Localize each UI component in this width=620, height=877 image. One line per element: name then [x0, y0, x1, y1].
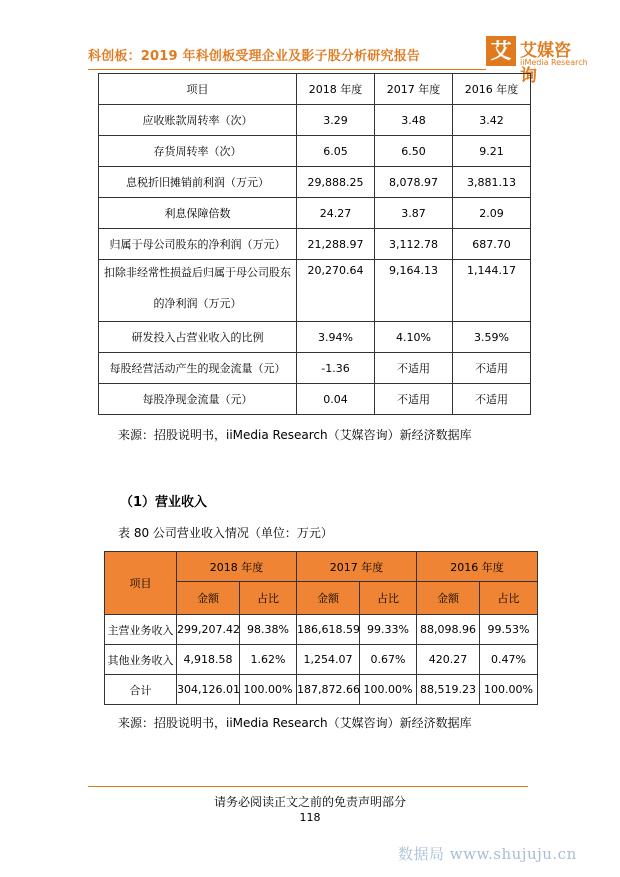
iimedia-logo: [486, 36, 588, 86]
subheader-cell: 占比: [360, 582, 417, 615]
table-cell: 100.00%: [360, 675, 417, 705]
subheader-cell: 金额: [177, 582, 240, 615]
table1-source-note: 来源：招股说明书，iiMedia Research（艾媒咨询）新经济数据库: [118, 428, 472, 442]
table-cell: 100.00%: [480, 675, 538, 705]
table-row: [99, 105, 531, 136]
table-cell: 3.87: [375, 198, 453, 229]
row-label: 每股净现金流量（元）: [99, 384, 297, 415]
table-cell: 不适用: [375, 384, 453, 415]
table-cell: 4,918.58: [177, 645, 240, 675]
table-cell: 1,144.17: [453, 260, 531, 322]
table-row: [99, 384, 531, 415]
header-cell: 项目: [99, 74, 297, 105]
table-cell: 0.47%: [480, 645, 538, 675]
logo-mark: 艾: [486, 36, 516, 66]
table-row: [105, 615, 538, 645]
table-row: [99, 136, 531, 167]
table-cell: 6.50: [375, 136, 453, 167]
table-header-row: [99, 74, 531, 105]
table-cell: 9,164.13: [375, 260, 453, 322]
header-divider: [88, 69, 486, 70]
year-header: 2016 年度: [417, 552, 538, 582]
table-cell: 3.29: [297, 105, 375, 136]
table-row: [105, 675, 538, 705]
row-label: 主营业务收入: [105, 615, 177, 645]
section-heading: （1）营业收入: [120, 495, 208, 510]
footer-divider: [88, 786, 528, 787]
table-cell: 2.09: [453, 198, 531, 229]
table-cell: 不适用: [453, 353, 531, 384]
table-cell: 3.42: [453, 105, 531, 136]
row-label: 归属于母公司股东的净利润（万元）: [99, 229, 297, 260]
row-label: 其他业务收入: [105, 645, 177, 675]
table-cell: 0.67%: [360, 645, 417, 675]
table-cell: 99.33%: [360, 615, 417, 645]
header-cell: 2017 年度: [375, 74, 453, 105]
row-label: 每股经营活动产生的现金流量（元）: [99, 353, 297, 384]
financial-indicators-table: [98, 73, 531, 415]
row-label: 存货周转率（次）: [99, 136, 297, 167]
table-cell: 1,254.07: [297, 645, 360, 675]
disclaimer-note: 请务必阅读正文之前的免责声明部分: [213, 795, 406, 809]
table-cell: 24.27: [297, 198, 375, 229]
table-cell: -1.36: [297, 353, 375, 384]
row-label: 应收账款周转率（次）: [99, 105, 297, 136]
table-cell: 100.00%: [240, 675, 297, 705]
report-title: 科创板：2019 年科创板受理企业及影子股分析研究报告: [88, 49, 421, 64]
row-label: 息税折旧摊销前利润（万元）: [99, 167, 297, 198]
table2-source-note: 来源：招股说明书，iiMedia Research（艾媒咨询）新经济数据库: [118, 716, 472, 730]
table-cell: 20,270.64: [297, 260, 375, 322]
table-cell: 29,888.25: [297, 167, 375, 198]
logo-name-cn: 艾媒咨询: [520, 41, 571, 86]
table-row: [105, 645, 538, 675]
subheader-cell: 金额: [417, 582, 480, 615]
table-cell: 4.10%: [375, 322, 453, 353]
table-cell: 6.05: [297, 136, 375, 167]
table-cell: 9.21: [453, 136, 531, 167]
table-cell: 98.38%: [240, 615, 297, 645]
table-row: [99, 353, 531, 384]
subheader-cell: 占比: [240, 582, 297, 615]
year-header: 2018 年度: [177, 552, 297, 582]
page-number: 118: [299, 811, 321, 824]
table-cell: 不适用: [453, 384, 531, 415]
table-row: [99, 167, 531, 198]
revenue-table: [104, 551, 538, 705]
table-cell: 687.70: [453, 229, 531, 260]
table-row: [99, 260, 531, 322]
row-label-line: 的净利润（万元）: [153, 297, 242, 310]
row-label: 合计: [105, 675, 177, 705]
table-cell: 1.62%: [240, 645, 297, 675]
table-cell: 3.48: [375, 105, 453, 136]
site-watermark: 数据局 www.shujuju.cn: [398, 845, 577, 863]
table-cell: 299,207.42: [177, 615, 240, 645]
year-header: 2017 年度: [297, 552, 417, 582]
row-label: 利息保障倍数: [99, 198, 297, 229]
table-cell: 186,618.59: [297, 615, 360, 645]
table-row: [99, 229, 531, 260]
table-cell: 99.53%: [480, 615, 538, 645]
row-label-line: 扣除非经常性损益后归属于母公司股东: [104, 266, 291, 279]
table-caption: 表 80 公司营业收入情况（单位：万元）: [118, 526, 333, 540]
logo-name-en: iiMedia Research: [520, 58, 588, 67]
table-cell: 0.04: [297, 384, 375, 415]
table-cell: 不适用: [375, 353, 453, 384]
table-cell: 88,098.96: [417, 615, 480, 645]
table-cell: 3,112.78: [375, 229, 453, 260]
table-row: [99, 322, 531, 353]
table-cell: 8,078.97: [375, 167, 453, 198]
table-header-row: [105, 552, 538, 582]
table-row: [99, 198, 531, 229]
table-cell: 88,519.23: [417, 675, 480, 705]
subheader-cell: 金额: [297, 582, 360, 615]
row-label: [99, 260, 297, 322]
row-label: 研发投入占营业收入的比例: [99, 322, 297, 353]
table-cell: 420.27: [417, 645, 480, 675]
header-cell: 2018 年度: [297, 74, 375, 105]
header-cell: 项目: [105, 552, 177, 615]
table-cell: 21,288.97: [297, 229, 375, 260]
header-cell: 2016 年度: [453, 74, 531, 105]
table-cell: 3.94%: [297, 322, 375, 353]
table-cell: 3.59%: [453, 322, 531, 353]
table-cell: 187,872.66: [297, 675, 360, 705]
subheader-cell: 占比: [480, 582, 538, 615]
table-cell: 3,881.13: [453, 167, 531, 198]
table-cell: 304,126.01: [177, 675, 240, 705]
